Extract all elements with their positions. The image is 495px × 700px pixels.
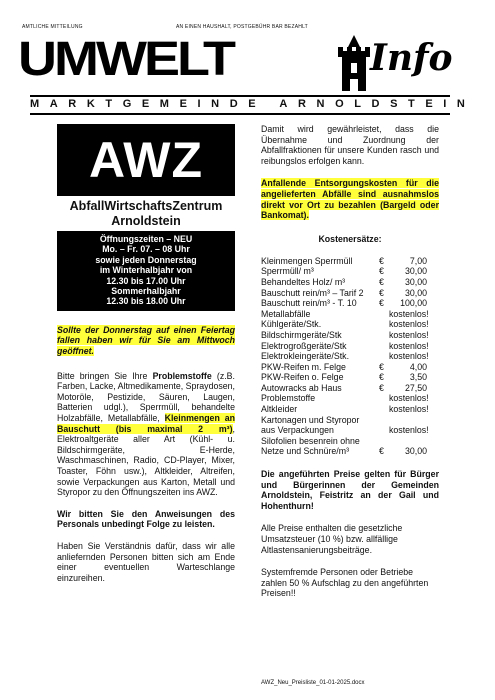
center-name-line-1: AbfallWirtschaftsZentrum (69, 199, 223, 213)
hours-line: im Winterhalbjahr von (99, 265, 193, 276)
divider-bottom (30, 113, 450, 115)
price-row: Problemstoffe kostenlos! (261, 393, 429, 404)
logo-script: Info (370, 37, 453, 79)
price-row: Elektrokleingeräte/Stk. kostenlos! (261, 351, 429, 362)
staff-instructions-note: Wir bitten Sie den Anweisungen des Personals unbedingt Folge zu leisten. (57, 508, 235, 530)
hours-line: sowie jeden Donnerstag (95, 254, 197, 265)
price-row: PKW-Reifen o. Felge € 3,50 (261, 372, 427, 383)
center-name-line-2: Arnoldstein (111, 214, 181, 228)
hours-line: 12.30 bis 17.00 Uhr (106, 275, 186, 286)
masthead (18, 32, 458, 92)
awz-title: AWZ (88, 132, 204, 188)
right-column (261, 124, 439, 599)
rates-title: Kostenersätze: (318, 233, 382, 244)
payment-note: Anfallende Entsorgungskosten für die angelieferten Abfälle sind ausnahmslos direkt vor Ort zu bezahlen (Bargeld oder Bankomat). (261, 178, 439, 221)
official-notice-label: AMTLICHE MITTEILUNG (22, 24, 83, 30)
price-row: Bauschutt rein/m³ - T. 10 € 100,00 (261, 298, 427, 309)
accepted-waste-paragraph: Bitte bringen Sie Ihre Problemstoffe (z.B. Farben, Lacke, Altmedikamente, Spraydosen, Motoröle, Pestizide, Säuren, Laugen, Batterien udgl.), Sperrmüll, behandelte Holzabfälle, Metallabfälle, Kleinmengen an Bauschutt (bis maximal 2 m³), Elektroaltgeräte aller Art (Kühl- u. Bildschirmgeräte, E-Herde, Waschmaschinen, Radio, CD-Player, Mixer, Toaster, Föhn usw.), Altkleider, Altreifen, sowie Verpackungen aus Karton, Metall und Styropor zu den Öffnungszeiten ins AWZ. (57, 370, 235, 498)
price-row: Kartonagen und Styropor (261, 414, 360, 425)
price-row: Kühlgeräte/Stk. kostenlos! (261, 319, 429, 330)
price-row: aus Verpackungen kostenlos! (261, 425, 429, 436)
document-filename: AWZ_Neu_Preisliste_01-01-2025.docx (261, 680, 365, 686)
castle-tower-icon (336, 35, 372, 91)
price-row: Autowracks ab Haus € 27,50 (261, 382, 427, 393)
holiday-note: Sollte der Donnerstag auf einen Feiertag fallen haben wir für Sie am Mittwoch geöffnet. (57, 324, 235, 357)
hours-line: Sommerhalbjahr (111, 286, 181, 297)
hours-line: 12.30 bis 18.00 Uhr (106, 296, 186, 307)
price-row: Bauschutt rein/m³ – Tarif 2 € 30,00 (261, 287, 427, 298)
price-row: PKW-Reifen m. Felge € 4,00 (261, 361, 427, 372)
price-row: Behandeltes Holz/ m³ € 30,00 (261, 276, 427, 287)
price-row: Metallabfälle kostenlos! (261, 308, 429, 319)
intro-paragraph: Damit wird gewährleistet, dass die Übernahme und Zuordnung der Abfallfraktionen für unsere Kunden rasch und reibungslos erfolgen kann. (261, 124, 439, 166)
price-list (261, 256, 439, 457)
price-row: Silofolien besenrein ohne (261, 435, 360, 446)
awz-title-box (57, 124, 235, 196)
logo-word: UMWELT (18, 32, 233, 86)
queue-note: Haben Sie Verständnis dafür, dass wir alle anliefernden Personen bitten sich am Ende einer eventuellen Warteschlange einzureihen. (57, 540, 235, 583)
divider-top (30, 95, 450, 97)
price-row: Netze und Schnüre/m³ € 30,00 (261, 446, 427, 457)
vat-note: Alle Preise enthalten die gesetzliche Umsatzsteuer (10 %) bzw. allfällige Altlastensanierungsbeiträge. (261, 523, 403, 555)
prices-apply-note: Die angeführten Preise gelten für Bürger und Bürgerinnen der Gemeinden Arnoldstein, Feistritz an der Gail und Hohenthurn! (261, 469, 439, 511)
price-row: Elektrogroßgeräte/Stk kostenlos! (261, 340, 429, 351)
surcharge-note: Systemfremde Personen oder Betriebe zahlen 50 % Aufschlag zu den angeführten Preisen!! (261, 567, 429, 599)
left-column (57, 124, 235, 583)
hours-line: Mo. – Fr. 07. – 08 Uhr (102, 244, 190, 255)
opening-hours-box (57, 231, 235, 311)
municipality-banner: MARKTGEMEINDE ARNOLDSTEIN (30, 98, 476, 110)
price-row: Kleinmengen Sperrmüll € 7,00 (261, 255, 427, 266)
household-postage-label: AN EINEN HAUSHALT, POSTGEBÜHR BAR BEZAHLT (176, 24, 308, 30)
price-row: Altkleider kostenlos! (261, 404, 429, 415)
price-row: Bildschirmgeräte/Stk kostenlos! (261, 329, 429, 340)
center-name (57, 199, 235, 229)
price-row: Sperrmüll/ m³ € 30,00 (261, 266, 427, 277)
hours-line: Öffnungszeiten – NEU (99, 234, 193, 244)
